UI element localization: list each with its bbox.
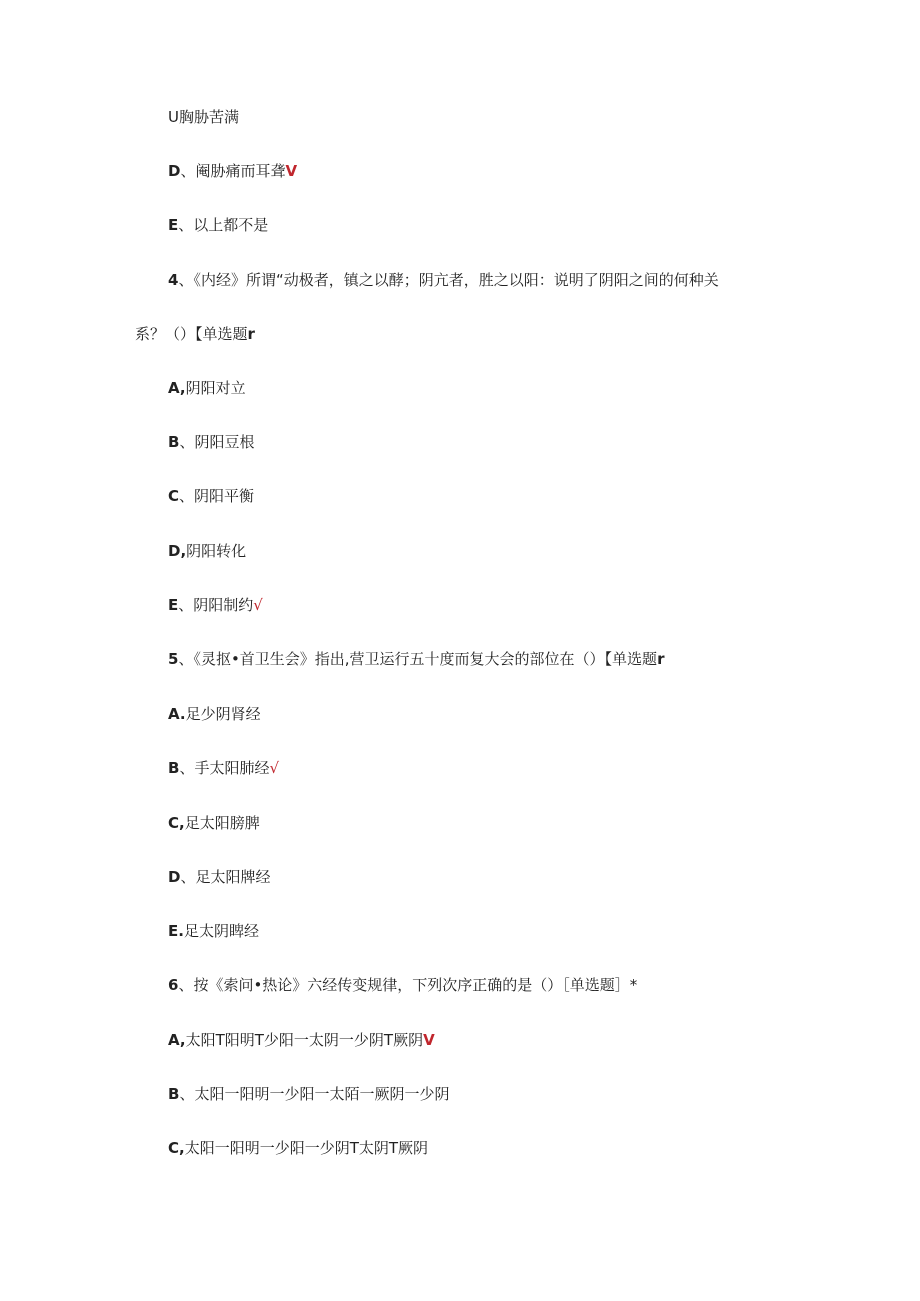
question-text: 系？（）【单选题 [135, 325, 248, 343]
option-label: D [168, 868, 181, 886]
option-text: 、阉胁痛而耳聋 [180, 162, 286, 180]
option-text: 、阴阳制约 [178, 596, 254, 614]
option-c-q4 [168, 485, 254, 507]
question-text: 、按《索问•热论》六经传变规律，下列次序正确的是（）［单选题］* [178, 976, 638, 994]
option-b-q4 [168, 431, 254, 453]
option-a-q4 [168, 377, 246, 399]
option-label: U [168, 108, 179, 126]
question-4-line-2 [135, 323, 255, 345]
option-text: 、足太阳牌经 [180, 868, 271, 886]
option-label: B [168, 433, 180, 451]
option-d-q3 [168, 160, 297, 182]
option-label: D, [168, 542, 187, 560]
option-text: 足太阴睥经 [183, 922, 259, 940]
option-text: 、太阳一阳明一少阳一太陌一厥阴一少阴 [179, 1085, 450, 1103]
option-label: C, [168, 814, 185, 832]
option-label: A, [168, 379, 186, 397]
correct-answer-mark: V [285, 162, 298, 180]
option-text: 足少阴肾经 [185, 705, 261, 723]
option-e-q3 [168, 214, 268, 236]
option-label: E [168, 216, 179, 234]
correct-answer-mark: √ [253, 596, 263, 614]
question-6 [168, 974, 637, 996]
option-d-q4 [168, 540, 246, 562]
option-c-q5 [168, 812, 260, 834]
question-text: 、《灵抠•首卫生会》指出,营卫运行五十度而复大会的部位在（）【单选题 [178, 650, 658, 668]
option-text: 太阳一阳明一少阳一少阴T太阴T厥阴 [184, 1139, 429, 1157]
option-c-q3 [168, 106, 239, 128]
option-text: 、手太阳肺经 [179, 759, 270, 777]
option-text: 阴阳对立 [185, 379, 246, 397]
option-c-q6 [168, 1137, 428, 1159]
option-label: E [168, 596, 179, 614]
correct-answer-mark: √ [269, 759, 280, 777]
option-d-q5 [168, 866, 270, 888]
option-label: B [168, 1085, 180, 1103]
option-label: A. [168, 705, 186, 723]
option-text: 、阴阳豆根 [179, 433, 255, 451]
option-text: 胸胁苦满 [178, 108, 239, 126]
option-text: 太阳T阳明T少阳一太阴一少阴T厥阴 [185, 1031, 424, 1049]
question-number: 4 [168, 271, 179, 289]
option-text: 足太阳膀脾 [184, 814, 260, 832]
question-4-line-1 [168, 269, 719, 291]
option-e-q4 [168, 594, 263, 616]
question-number: 5 [168, 650, 179, 668]
option-b-q6 [168, 1083, 449, 1105]
option-a-q5 [168, 703, 261, 725]
question-5 [168, 648, 664, 670]
option-text: 阴阳转化 [186, 542, 247, 560]
question-type-tail: r [247, 325, 255, 343]
correct-answer-mark: V [423, 1031, 435, 1049]
option-label: B [168, 759, 180, 777]
option-label: A, [168, 1031, 186, 1049]
option-label: E. [168, 922, 184, 940]
option-text: 、以上都不是 [178, 216, 269, 234]
option-b-q5 [168, 757, 279, 779]
question-text: 、《内经》所谓“动极者，镇之以酵；阴亢者，胜之以阳：说明了阴阳之间的何种关 [178, 271, 719, 289]
question-number: 6 [168, 976, 179, 994]
option-text: 、阴阳平衡 [179, 487, 255, 505]
option-label: D [168, 162, 181, 180]
question-type-tail: r [657, 650, 665, 668]
option-label: C, [168, 1139, 185, 1157]
option-label: C [168, 487, 180, 505]
option-a-q6 [168, 1029, 435, 1051]
option-e-q5 [168, 920, 259, 942]
